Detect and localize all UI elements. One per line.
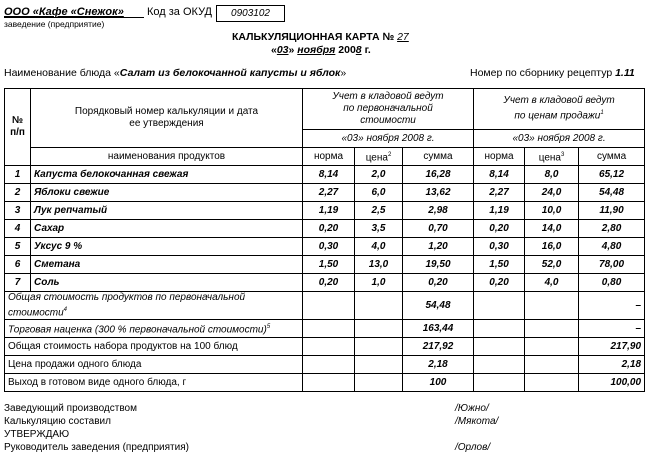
summary-label-text: Общая стоимость продуктов по первоначальной стоимости [8,292,246,319]
norm2-cell: 1,50 [474,256,525,274]
sum2-cell: 65,12 [579,166,645,184]
product-name: Соль [31,274,303,292]
summary-empty [525,338,579,356]
summary-empty [525,320,579,338]
sum1-cell: 16,28 [403,166,474,184]
summary-label-text: Торговая наценка (300 % первоначальной стоимости) [8,324,267,336]
norm1-cell: 1,50 [303,256,355,274]
group2-date: «03» ноября 2008 г. [474,130,645,148]
price2-cell: 52,0 [525,256,579,274]
sum1-cell: 2,98 [403,202,474,220]
sum2-cell: 4,80 [579,238,645,256]
summary-label-text: Общая стоимость набора продуктов на 100 блюд [8,340,238,352]
manager-signature: /Южно/ [455,403,489,414]
table-row [5,256,645,274]
product-name: Уксус 9 % [31,238,303,256]
product-name: Лук репчатый [31,202,303,220]
summary-label [5,356,303,374]
price2-cell: 10,0 [525,202,579,220]
table-row [5,184,645,202]
summary-sum1: 217,92 [403,338,474,356]
sum1-cell: 13,62 [403,184,474,202]
summary-empty [525,356,579,374]
okud-label: Код за ОКУД [147,6,213,18]
price1-cell: 4,0 [355,238,403,256]
group-sale-price-text: Учет в кладовой ведут по ценам продажи [503,95,615,122]
summary-empty [355,320,403,338]
sum2-cell: 11,90 [579,202,645,220]
summary-sum2: 217,90 [579,338,645,356]
norm2-cell: 0,20 [474,220,525,238]
sum2-cell: 78,00 [579,256,645,274]
dish-line: Наименование блюда «Салат из белокочанной капусты и яблок» [4,67,347,79]
price2-sup: 3 [560,151,565,158]
col-calc-header: Порядковый номер калькуляции и дата ее утверждения [31,89,303,148]
price1-sup: 2 [387,151,392,158]
summary-empty [355,374,403,392]
group-sale-price-sup: 1 [600,110,604,117]
card-number: 27 [397,31,409,43]
sum1-cell: 0,70 [403,220,474,238]
col-norm2-header: норма [474,148,525,166]
manager-label: Заведующий производством [4,403,137,414]
summary-label [5,374,303,392]
price1-cell: 3,5 [355,220,403,238]
dish-label: Наименование блюда [4,67,111,79]
norm2-cell: 1,19 [474,202,525,220]
card-title-text: КАЛЬКУЛЯЦИОННАЯ КАРТА № [232,31,395,43]
summary-row [5,374,645,392]
price2-cell: 14,0 [525,220,579,238]
summary-sum2: – [579,320,645,338]
summary-label-sup: 5 [266,324,271,331]
recipe-number: 1.11 [615,67,635,79]
summary-empty [303,292,355,320]
group1-date: «03» ноября 2008 г. [303,130,474,148]
card-date-year: 200 [338,44,356,56]
col-norm1-header: норма [303,148,355,166]
summary-empty [474,356,525,374]
table-row [5,220,645,238]
summary-sum2: 100,00 [579,374,645,392]
summary-empty [303,338,355,356]
group-original-cost: Учет в кладовой ведут по первоначальной стоимости [303,89,474,130]
organization-name: ООО «Кафе «Снежок» [4,6,124,18]
summary-sum1: 100 [403,374,474,392]
table-row [5,274,645,292]
sum2-cell: 2,80 [579,220,645,238]
card-date-month: ноября [297,44,336,56]
col-price1-header [355,148,403,166]
organization-caption: заведение (предприятие) [4,19,105,29]
norm1-cell: 2,27 [303,184,355,202]
summary-label [5,292,303,320]
norm2-cell: 8,14 [474,166,525,184]
summary-empty [355,338,403,356]
summary-empty [303,374,355,392]
org-underline [4,17,144,18]
dish-name: Салат из белокочанной капусты и яблок [119,67,341,79]
norm1-cell: 1,19 [303,202,355,220]
calculation-table [4,88,645,392]
table-row [5,166,645,184]
summary-empty [303,356,355,374]
product-name: Сахар [31,220,303,238]
price2-cell: 4,0 [525,274,579,292]
recipe-label: Номер по сборнику рецептур [470,67,613,79]
card-title [232,31,409,43]
norm1-cell: 8,14 [303,166,355,184]
summary-row [5,292,645,320]
norm1-cell: 0,20 [303,220,355,238]
price1-cell: 1,0 [355,274,403,292]
sum1-cell: 0,20 [403,274,474,292]
norm1-cell: 0,20 [303,274,355,292]
product-rows [5,166,645,292]
summary-label-text: Цена продажи одного блюда [8,358,142,370]
card-date: «03» ноября 2008 г. [271,44,371,56]
row-number: 5 [5,238,31,256]
compiler-signature: /Мякота/ [455,416,499,427]
summary-rows [5,292,645,392]
row-number: 1 [5,166,31,184]
summary-empty [474,292,525,320]
row-number: 6 [5,256,31,274]
summary-sum1: 2,18 [403,356,474,374]
price2-cell: 24,0 [525,184,579,202]
summary-empty [355,292,403,320]
col-price2-header [525,148,579,166]
norm1-cell: 0,30 [303,238,355,256]
norm2-cell: 2,27 [474,184,525,202]
head-signature: /Орлов/ [455,442,491,453]
sum1-cell: 19,50 [403,256,474,274]
summary-empty [474,374,525,392]
price1-cell: 2,0 [355,166,403,184]
norm2-cell: 0,30 [474,238,525,256]
col-products-header: наименования продуктов [31,148,303,166]
summary-row [5,338,645,356]
summary-empty [303,320,355,338]
summary-empty [525,292,579,320]
summary-label-text: Выход в готовом виде одного блюда, г [8,376,187,388]
summary-sum1: 54,48 [403,292,474,320]
product-name: Сметана [31,256,303,274]
row-number: 2 [5,184,31,202]
summary-sum1: 163,44 [403,320,474,338]
col-sum2-header: сумма [579,148,645,166]
row-number: 3 [5,202,31,220]
summary-label [5,320,303,338]
compiler-label: Калькуляцию составил [4,416,111,427]
col-sum1-header: сумма [403,148,474,166]
table-row [5,238,645,256]
price2-text: цена [538,152,561,164]
price2-cell: 16,0 [525,238,579,256]
card-date-suffix: г. [364,44,371,56]
approve-label: УТВЕРЖДАЮ [4,429,70,440]
row-number: 7 [5,274,31,292]
product-name: Яблоки свежие [31,184,303,202]
okud-code-box: 0903102 [216,5,285,22]
table-row [5,202,645,220]
sum1-cell: 1,20 [403,238,474,256]
product-name: Капуста белокочанная свежая [31,166,303,184]
sum2-cell: 54,48 [579,184,645,202]
price1-cell: 6,0 [355,184,403,202]
summary-empty [474,338,525,356]
recipe-line [470,67,635,79]
col-number-header: № п/п [5,89,31,166]
summary-row [5,356,645,374]
summary-sum2: 2,18 [579,356,645,374]
row-number: 4 [5,220,31,238]
price1-text: цена [365,152,388,164]
summary-empty [525,374,579,392]
summary-row [5,320,645,338]
price1-cell: 13,0 [355,256,403,274]
head-label: Руководитель заведения (предприятия) [4,442,189,453]
summary-label [5,338,303,356]
summary-sum2: – [579,292,645,320]
summary-label-sup: 4 [63,307,67,313]
price1-cell: 2,5 [355,202,403,220]
summary-empty [474,320,525,338]
card-date-year-digit: 8 [355,44,362,56]
summary-empty [355,356,403,374]
sum2-cell: 0,80 [579,274,645,292]
norm2-cell: 0,20 [474,274,525,292]
group-sale-price [474,89,645,130]
price2-cell: 8,0 [525,166,579,184]
card-date-day: 03 [276,44,289,56]
